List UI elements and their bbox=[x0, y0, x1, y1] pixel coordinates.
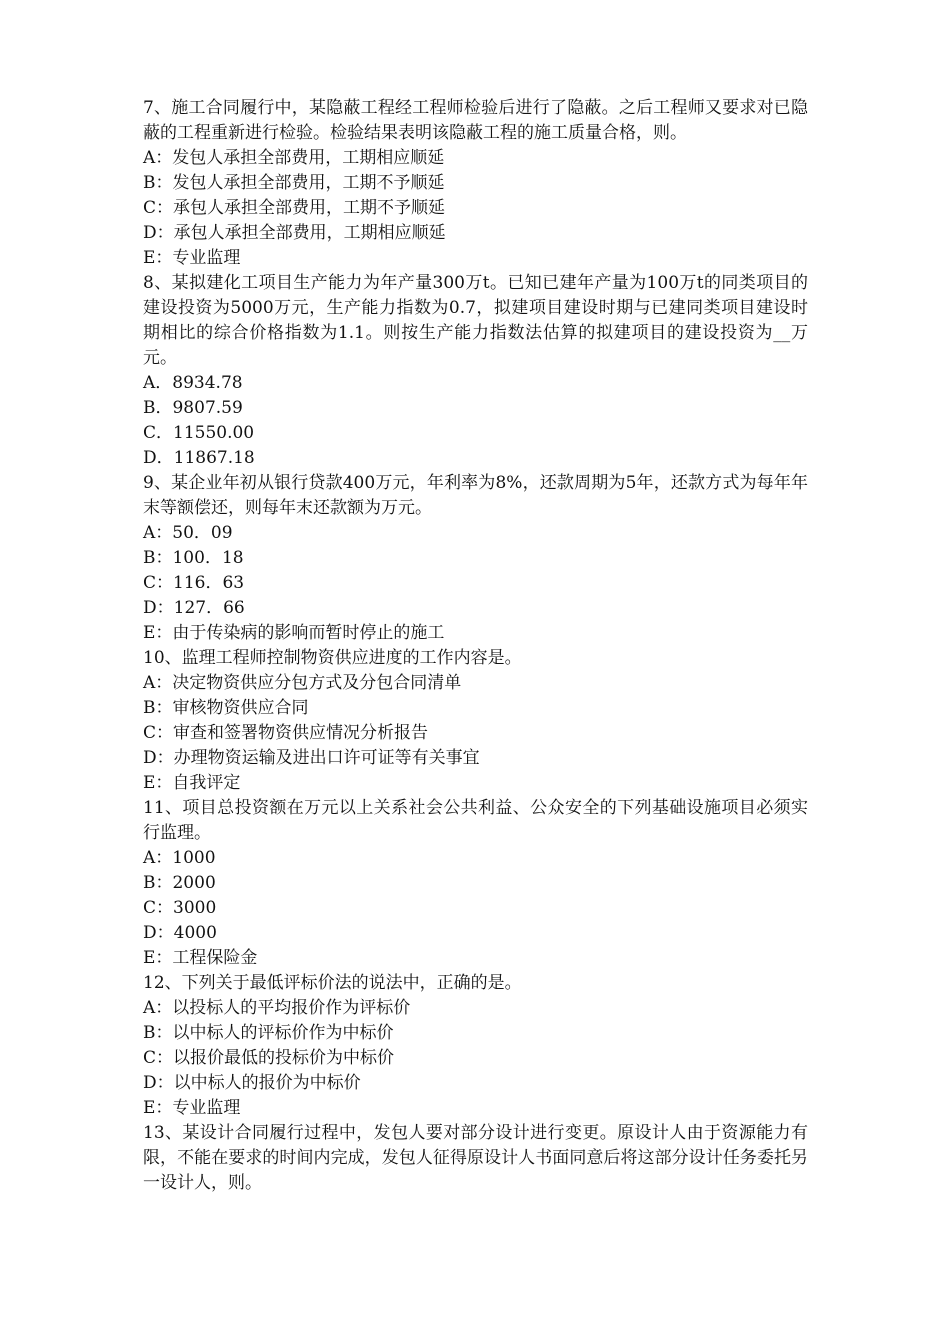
answer-option: B：审核物资供应合同 bbox=[143, 698, 309, 718]
answer-option: B：2000 bbox=[143, 873, 216, 893]
answer-option: E：专业监理 bbox=[143, 1098, 241, 1118]
question-block bbox=[143, 471, 808, 646]
answer-option: D：办理物资运输及进出口许可证等有关事宜 bbox=[143, 748, 480, 768]
answer-option: D：127．66 bbox=[143, 598, 245, 618]
answer-option: E：自我评定 bbox=[143, 773, 241, 793]
answer-option: A：决定物资供应分包方式及分包合同清单 bbox=[143, 673, 462, 693]
question-block bbox=[143, 796, 808, 971]
question-block bbox=[143, 971, 808, 1121]
answer-option: C：以报价最低的投标价为中标价 bbox=[143, 1048, 395, 1068]
question-block bbox=[143, 646, 808, 796]
answer-option: C．11550.00 bbox=[143, 423, 255, 443]
answer-option: D．11867.18 bbox=[143, 448, 255, 468]
answer-option: A：发包人承担全部费用，工期相应顺延 bbox=[143, 148, 445, 168]
answer-option: B：以中标人的评标价作为中标价 bbox=[143, 1023, 394, 1043]
question-text: 9、某企业年初从银行贷款400万元，年利率为8%，还款周期为5年，还款方式为每年年末等额偿还，则每年末还款额为万元。 bbox=[143, 473, 808, 518]
answer-option: A：1000 bbox=[143, 848, 216, 868]
answer-option: B：发包人承担全部费用，工期不予顺延 bbox=[143, 173, 445, 193]
answer-option: A：50．09 bbox=[143, 523, 233, 543]
question-block bbox=[143, 271, 808, 471]
question-text: 8、某拟建化工项目生产能力为年产量300万t。已知已建年产量为100万t的同类项目的建设投资为5000万元，生产能力指数为0.7，拟建项目建设时期与已建同类项目建设时期相比的综合价格指数为1.1。则按生产能力指数法估算的拟建项目的建设投资为__万元。 bbox=[143, 273, 808, 368]
answer-option: D：以中标人的报价为中标价 bbox=[143, 1073, 361, 1093]
question-text: 12、下列关于最低评标价法的说法中，正确的是。 bbox=[143, 973, 522, 993]
question-text: 10、监理工程师控制物资供应进度的工作内容是。 bbox=[143, 648, 522, 668]
question-block bbox=[143, 96, 808, 271]
answer-option: D：4000 bbox=[143, 923, 217, 943]
answer-option: B：100．18 bbox=[143, 548, 244, 568]
question-text: 13、某设计合同履行过程中，发包人要对部分设计进行变更。原设计人由于资源能力有限，不能在要求的时间内完成，发包人征得原设计人书面同意后将这部分设计任务委托另一设计人，则。 bbox=[143, 1123, 808, 1193]
answer-option: C：承包人承担全部费用，工期不予顺延 bbox=[143, 198, 446, 218]
question-text: 7、施工合同履行中，某隐蔽工程经工程师检验后进行了隐蔽。之后工程师又要求对已隐蔽的工程重新进行检验。检验结果表明该隐蔽工程的施工质量合格，则。 bbox=[143, 98, 808, 143]
answer-option: C：116．63 bbox=[143, 573, 245, 593]
answer-option: D：承包人承担全部费用，工期相应顺延 bbox=[143, 223, 446, 243]
answer-option: E：由于传染病的影响而暂时停止的施工 bbox=[143, 623, 445, 643]
answer-option: B．9807.59 bbox=[143, 398, 243, 418]
question-block bbox=[143, 1121, 808, 1196]
answer-option: A．8934.78 bbox=[143, 373, 243, 393]
answer-option: E：专业监理 bbox=[143, 248, 241, 268]
question-text: 11、项目总投资额在万元以上关系社会公共利益、公众安全的下列基础设施项目必须实行监理。 bbox=[143, 798, 808, 843]
document-body bbox=[143, 96, 808, 1196]
answer-option: C：审查和签署物资供应情况分析报告 bbox=[143, 723, 429, 743]
answer-option: A：以投标人的平均报价作为评标价 bbox=[143, 998, 411, 1018]
answer-option: E：工程保险金 bbox=[143, 948, 258, 968]
answer-option: C：3000 bbox=[143, 898, 217, 918]
